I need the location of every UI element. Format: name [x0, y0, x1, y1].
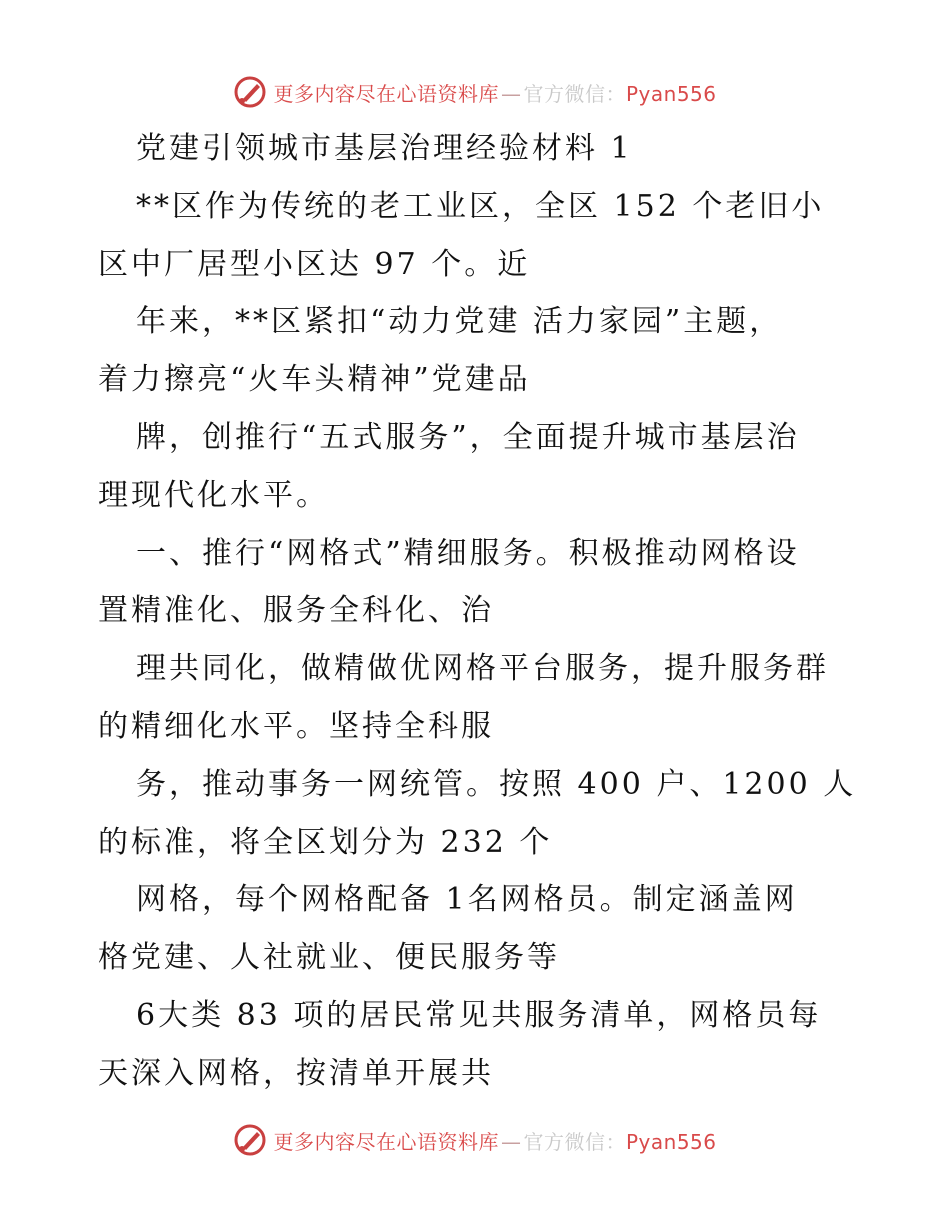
text-line: **区作为传统的老工业区，全区 152 个老旧小 [136, 188, 825, 224]
text-line: 置精准化、服务全科化、治 [98, 593, 494, 629]
text-line: 区中厂居型小区达 97 个。近 [98, 246, 531, 282]
text-line: 理共同化，做精做优网格平台服务，提升服务群 [136, 651, 829, 687]
text-line: 党建引领城市基层治理经验材料 1 [136, 131, 633, 166]
text-line: 务，推动事务一网统管。按照 400 户、1200 人 [136, 766, 857, 802]
text-line: 的精细化水平。坚持全科服 [98, 708, 494, 744]
footer-watermark [0, 1120, 950, 1160]
text-line: 理现代化水平。 [98, 477, 329, 513]
text-line: 年来，**区紧扣“动力党建 活力家园”主题， [136, 304, 783, 340]
document-body [98, 120, 858, 1103]
text-line: 一、推行“网格式”精细服务。积极推动网格设 [136, 535, 800, 571]
watermark-text: 更多内容尽在心语资料库 — 官方微信：Pyan556 [273, 81, 717, 106]
text-line: 的标准，将全区划分为 232 个 [98, 824, 553, 860]
text-line: 格党建、人社就业、便民服务等 [98, 940, 560, 976]
brand-logo-icon [233, 75, 267, 109]
text-line: 着力擦亮“火车头精神”党建品 [98, 362, 531, 398]
text-line: 牌，创推行“五式服务”，全面提升城市基层治 [136, 419, 800, 455]
brand-logo-icon [233, 1123, 267, 1157]
watermark-text: 更多内容尽在心语资料库 — 官方微信：Pyan556 [273, 1129, 717, 1154]
text-line: 天深入网格，按清单开展共 [98, 1055, 494, 1091]
text-line: 网格，每个网格配备 1名网格员。制定涵盖网 [136, 882, 798, 918]
text-line: 6大类 83 项的居民常见共服务清单，网格员每 [136, 997, 822, 1033]
header-watermark [0, 72, 950, 112]
